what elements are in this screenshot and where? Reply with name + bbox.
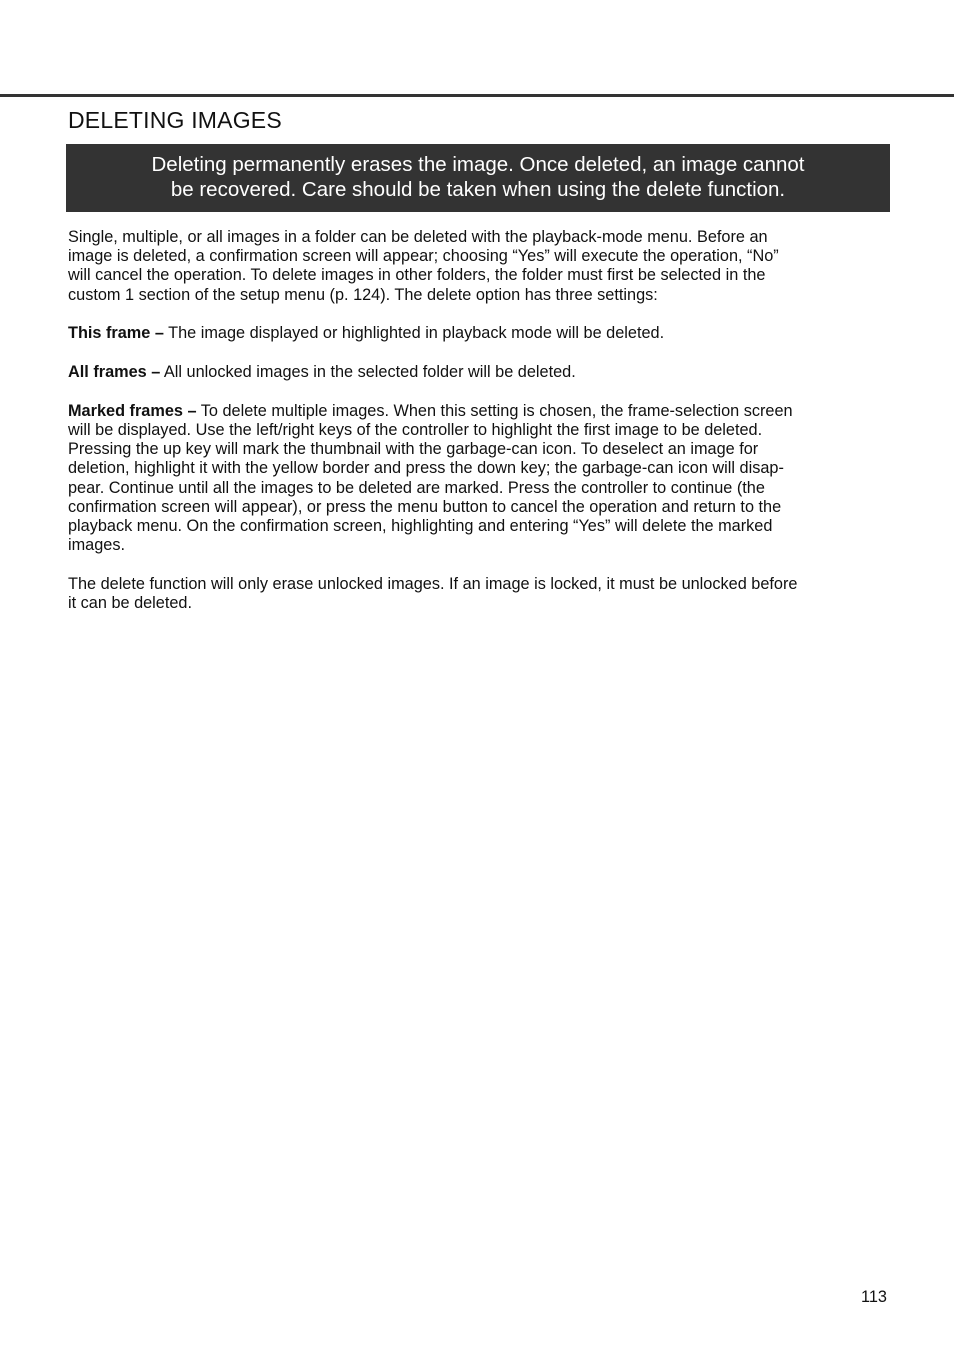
option-description: To delete multiple images. When this setting is chosen, the frame-selection screen	[196, 401, 793, 420]
note-paragraph	[68, 575, 890, 613]
option-term: All frames –	[68, 363, 161, 382]
warning-box	[66, 144, 890, 212]
warning-line-2: be recovered. Care should be taken when using the delete function.	[170, 178, 786, 201]
option-description-line: images.	[68, 536, 126, 555]
option-description: The image displayed or highlighted in playback mode will be deleted.	[163, 324, 665, 343]
option-this-frame	[68, 324, 890, 343]
option-term: This frame –	[68, 324, 164, 343]
option-term: Marked frames –	[68, 401, 197, 420]
option-description-line: Pressing the up key will mark the thumbnail with the garbage-can icon. To deselect an image for	[68, 440, 759, 459]
header-rule	[0, 94, 954, 97]
intro-line: Single, multiple, or all images in a folder can be deleted with the playback-mode menu. Before an	[68, 228, 768, 246]
option-all-frames	[68, 363, 890, 382]
option-description-line: confirmation screen will appear), or press the menu button to cancel the operation and return to the	[68, 497, 782, 516]
intro-paragraph	[68, 228, 890, 305]
option-description: All unlocked images in the selected folder will be deleted.	[160, 363, 576, 382]
page-title: DELETING IMAGES	[68, 107, 282, 133]
page-number: 113	[861, 1288, 887, 1306]
intro-line: custom 1 section of the setup menu (p. 124). The delete option has three settings:	[68, 285, 658, 304]
option-description-line: pear. Continue until all the images to be deleted are marked. Press the controller to continue (the	[68, 478, 765, 497]
body-content	[68, 228, 890, 633]
intro-line: will cancel the operation. To delete images in other folders, the folder must first be selected in the	[68, 266, 766, 285]
option-description-line: will be displayed. Use the left/right keys of the controller to highlight the first image to be deleted.	[68, 420, 763, 439]
option-description-line: deletion, highlight it with the yellow border and press the down key; the garbage-can icon will disap-	[68, 459, 784, 478]
warning-line-1: Deleting permanently erases the image. Once deleted, an image cannot	[151, 153, 805, 176]
intro-line: image is deleted, a confirmation screen will appear; choosing “Yes” will execute the operation, “No”	[68, 247, 779, 266]
note-line: The delete function will only erase unlocked images. If an image is locked, it must be unlocked before	[68, 574, 798, 593]
option-marked-frames	[68, 402, 890, 556]
note-line: it can be deleted.	[68, 594, 193, 613]
option-description-line: playback menu. On the confirmation screen, highlighting and entering “Yes” will delete the marked	[68, 516, 773, 535]
